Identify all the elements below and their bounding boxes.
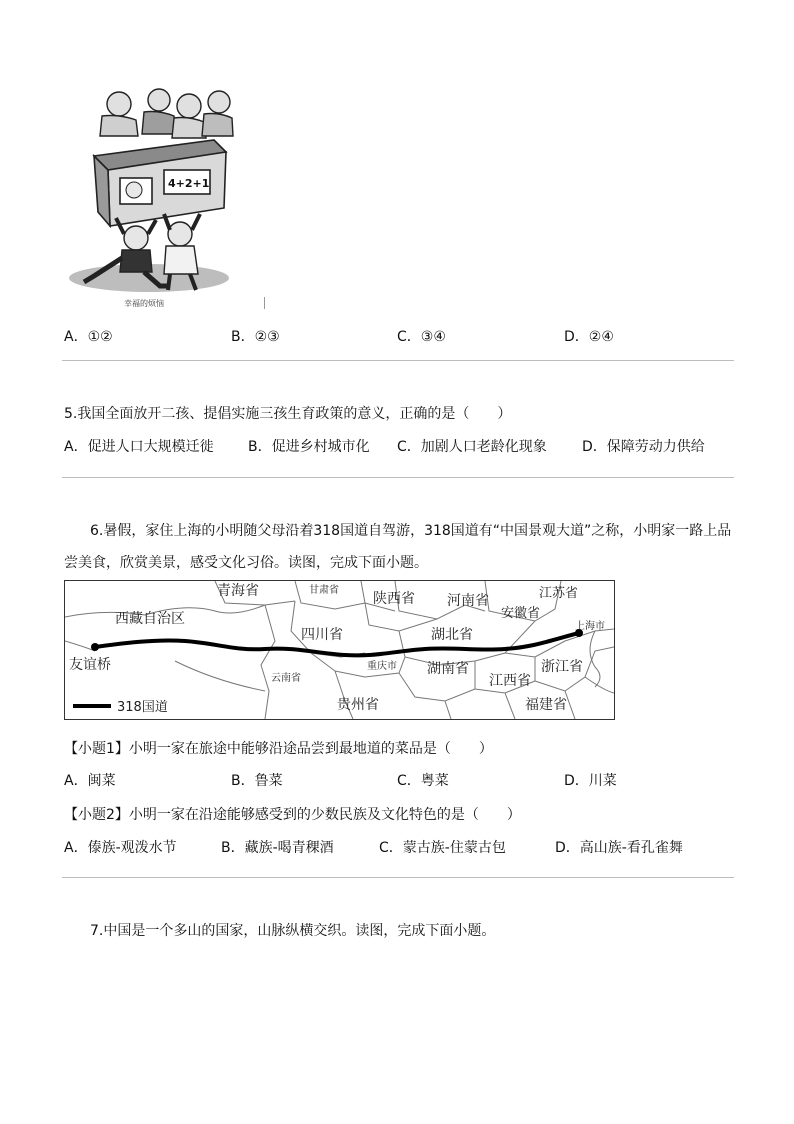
q5-option-c[interactable]: C．加剧人口老龄化现象 [397, 439, 547, 455]
q6-sub1-stem: 【小题1】小明一家在旅途中能够沿途品尝到最地道的菜品是（ ） [64, 741, 493, 757]
map-legend-label: 318国道 [117, 700, 168, 715]
q6-stem-line1: 6.暑假，家住上海的小明随父母沿着318国道自驾游，318国道有“中国景观大道”之称，小明家一路上品 [90, 523, 732, 539]
q4-option-c[interactable]: C．③④ [397, 329, 446, 345]
map-label-fujian: 福建省 [525, 697, 567, 713]
q6-sub2-option-c[interactable]: C．蒙古族-住蒙古包 [379, 840, 506, 856]
start-point-icon [91, 643, 99, 651]
q5-option-a[interactable]: A．促进人口大规模迁徙 [64, 439, 214, 455]
q4-option-b[interactable]: B．②③ [231, 329, 280, 345]
map-label-shanghai: 上海市 [575, 621, 605, 632]
map-label-yunnan: 云南省 [271, 673, 301, 684]
map-label-hubei: 湖北省 [431, 627, 473, 643]
q6-sub2-option-d[interactable]: D．高山族-看孔雀舞 [555, 840, 683, 856]
route-318-map [64, 580, 615, 720]
q7-stem: 7.中国是一个多山的国家，山脉纵横交织。读图，完成下面小题。 [90, 923, 496, 939]
divider [62, 360, 734, 361]
q6-stem-line2: 尝美食，欣赏美景，感受文化习俗。读图，完成下面小题。 [64, 555, 428, 571]
q5-stem: 5.我国全面放开二孩、提倡实施三孩生育政策的意义，正确的是（ ） [64, 406, 512, 422]
map-label-jiangxi: 江西省 [489, 673, 531, 689]
map-label-henan: 河南省 [447, 593, 489, 609]
map-label-guizhou: 贵州省 [337, 697, 379, 713]
map-label-zhejiang: 浙江省 [541, 659, 583, 675]
divider [62, 877, 734, 878]
q6-sub1-option-c[interactable]: C．粤菜 [397, 773, 449, 789]
map-label-anhui: 安徽省 [501, 606, 541, 621]
map-label-sichuan: 四川省 [301, 627, 343, 643]
cartoon-divider [264, 297, 265, 309]
map-label-youyi: 友谊桥 [69, 657, 111, 673]
map-label-hunan: 湖南省 [427, 661, 469, 677]
divider [62, 477, 734, 478]
q6-sub1-option-d[interactable]: D．川菜 [564, 773, 617, 789]
q4-option-a[interactable]: A．①② [64, 329, 113, 345]
q6-sub2-option-a[interactable]: A．傣族-观泼水节 [64, 840, 177, 856]
house-sign-text: 4+2+1 [168, 177, 210, 190]
q6-sub2-option-b[interactable]: B．藏族-喝青稞酒 [221, 840, 334, 856]
map-label-shaanxi: 陕西省 [373, 591, 415, 607]
map-label-jiangsu: 江苏省 [539, 586, 579, 601]
q4-option-d[interactable]: D．②④ [564, 329, 614, 345]
map-label-qinghai: 青海省 [217, 583, 259, 599]
map-label-gansu: 甘肃省 [309, 585, 339, 596]
q6-sub1-option-a[interactable]: A．闽菜 [64, 773, 116, 789]
map-label-chongqing: 重庆市 [367, 661, 397, 672]
q5-option-b[interactable]: B．促进乡村城市化 [248, 439, 370, 455]
map-label-tibet: 西藏自治区 [115, 611, 185, 627]
cartoon-caption: 幸福的烦恼 [124, 299, 164, 308]
q6-sub2-stem: 【小题2】小明一家在沿途能够感受到的少数民族及文化特色的是（ ） [64, 807, 521, 823]
q6-sub1-option-b[interactable]: B．鲁菜 [231, 773, 283, 789]
q5-option-d[interactable]: D．保障劳动力供给 [582, 439, 705, 455]
cartoon-illustration [64, 86, 234, 312]
